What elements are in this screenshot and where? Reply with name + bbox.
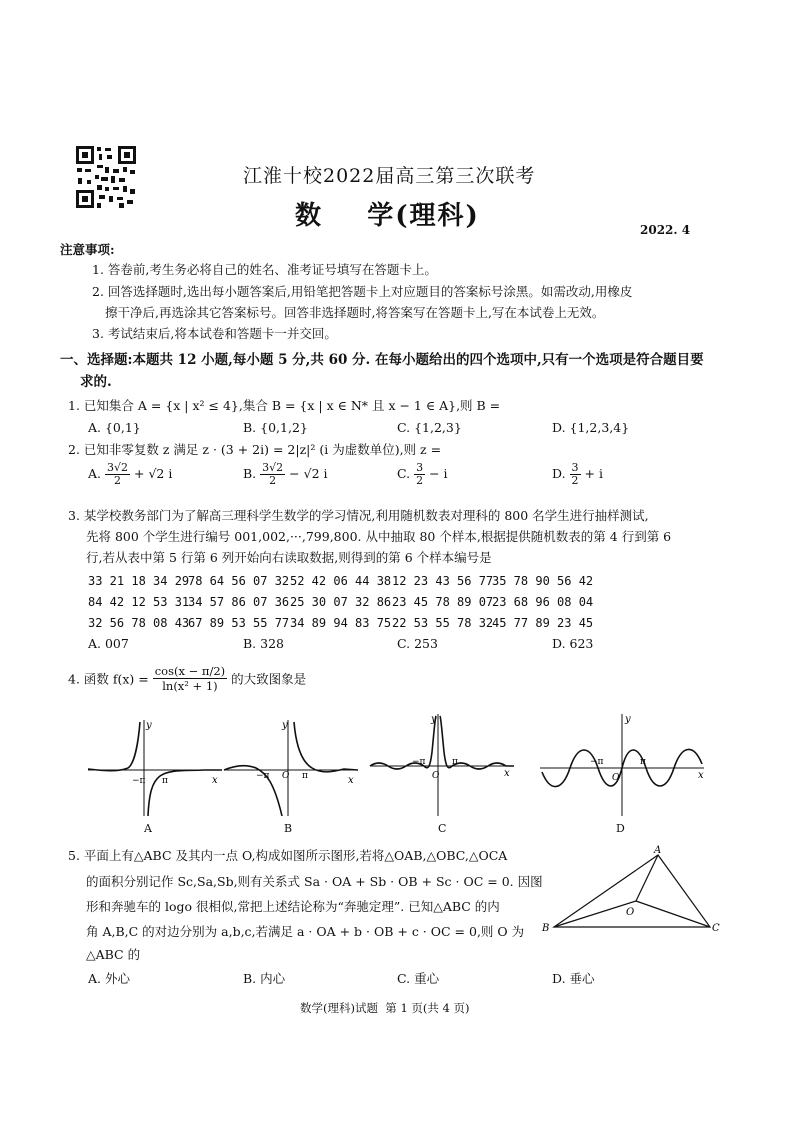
q5-option-d: D. 垂心 xyxy=(552,971,595,986)
vertex-b-label: B xyxy=(542,923,550,934)
random-table-cell: 35 78 90 56 42 xyxy=(492,574,594,588)
section-heading: 一、选择题:本题共 12 小题,每小题 5 分,共 60 分. 在每小题给出的四个选项中,只有一个选项是符合题目要 xyxy=(60,352,704,368)
vertex-c-label: C xyxy=(712,923,720,934)
random-table-cell: 45 77 89 23 45 xyxy=(492,616,594,630)
pi-label: π xyxy=(452,757,458,767)
point-o-label: O xyxy=(626,907,635,918)
notes-heading: 注意事项: xyxy=(60,242,115,257)
q5-line-2: 的面积分别记作 Sc,Sa,Sb,则有关系式 Sa · OA + Sb · OB + Sc · OC = 0. 因图 xyxy=(86,874,543,889)
vertex-a-label: A xyxy=(654,845,662,856)
random-table-cell: 32 56 78 08 43 xyxy=(88,616,190,630)
graph-a xyxy=(86,716,226,820)
q2-option-a: A. $\frac{3√2}{2}$ + √2 i xyxy=(88,461,173,487)
y-label: y xyxy=(146,720,152,731)
note-item-3: 3. 考试结束后,将本试卷和答题卡一并交回。 xyxy=(92,326,337,341)
pi-label: π xyxy=(640,757,646,767)
section-heading-cont: 求的. xyxy=(80,374,112,390)
random-table-cell: 23 68 96 08 04 xyxy=(492,595,594,609)
q4-stem: 4. 函数 f(x) = $\frac{\cos(x - \pi/2)}{\text{ln(x² + 1)}}$ 的大致图象是 xyxy=(68,664,307,693)
q1-option-b: B. {0,1,2} xyxy=(243,420,308,435)
pi-label: π xyxy=(162,776,168,786)
q3-option-c: C. 253 xyxy=(397,636,438,651)
q5-option-c: C. 重心 xyxy=(397,971,440,986)
random-table-cell: 52 42 06 44 38 xyxy=(290,574,392,588)
y-label: y xyxy=(625,714,631,725)
q2-stem: 2. 已知非零复数 z 满足 z · (3 + 2i) = 2|z|² (i 为虚数单位),则 z = xyxy=(68,442,442,457)
x-label: x xyxy=(504,768,510,779)
graph-c-label: C xyxy=(438,822,447,835)
graph-d-label: D xyxy=(616,822,625,835)
exam-date: 2022. 4 xyxy=(640,223,691,237)
random-table-cell: 84 42 12 53 31 xyxy=(88,595,190,609)
q3-line-3: 行,若从表中第 5 行第 6 列开始向右读取数据,则得到的第 6 个样本编号是 xyxy=(86,550,492,565)
note-item-1: 1. 答卷前,考生务必将自己的姓名、准考证号填写在答题卡上。 xyxy=(92,262,437,277)
q2-option-b: B. $\frac{3√2}{2}$ − √2 i xyxy=(243,461,328,487)
origin-label: O xyxy=(432,771,440,781)
q2-option-c: C. $\frac{3}{2}$ − i xyxy=(397,461,448,487)
pi-label: π xyxy=(302,771,308,781)
random-table-cell: 67 89 53 55 77 xyxy=(188,616,290,630)
q5-line-3: 形和奔驰车的 logo 很相似,常把上述结论称为“奔驰定理”. 已知△ABC 的内 xyxy=(86,899,500,914)
q3-line-1: 3. 某学校教务部门为了解高三理科学生数学的学习情况,利用随机数表对理科的 800 名学生进行抽样测试, xyxy=(68,508,649,523)
random-table-cell: 25 30 07 32 86 xyxy=(290,595,392,609)
x-label: x xyxy=(348,775,354,786)
q1-option-d: D. {1,2,3,4} xyxy=(552,420,630,435)
graph-d xyxy=(538,712,708,820)
neg-pi-label: −π xyxy=(132,776,146,786)
neg-pi-label: −π xyxy=(590,757,604,767)
q3-option-b: B. 328 xyxy=(243,636,284,651)
random-table-cell: 22 53 55 78 32 xyxy=(392,616,494,630)
random-table-cell: 23 45 78 89 07 xyxy=(392,595,494,609)
graph-b-label: B xyxy=(284,822,293,835)
graph-c xyxy=(368,712,518,820)
x-label: x xyxy=(212,775,218,786)
random-table-cell: 34 89 94 83 75 xyxy=(290,616,392,630)
q5-option-b: B. 内心 xyxy=(243,971,286,986)
q5-line-1: 5. 平面上有△ABC 及其内一点 O,构成如图所示图形,若将△OAB,△OBC,△OCA xyxy=(68,848,508,863)
q3-option-d: D. 623 xyxy=(552,636,594,651)
neg-pi-label: −π xyxy=(412,757,426,767)
y-label: y xyxy=(431,714,437,725)
q5-line-5: △ABC 的 xyxy=(86,947,141,962)
q1-option-c: C. {1,2,3} xyxy=(397,420,462,435)
random-table-cell: 78 64 56 07 32 xyxy=(188,574,290,588)
origin-label: O xyxy=(612,773,620,783)
random-table-cell: 12 23 43 56 77 xyxy=(392,574,494,588)
random-table-cell: 34 57 86 07 36 xyxy=(188,595,290,609)
graph-b xyxy=(222,716,362,820)
page-footer: 数学(理科)试题 第 1 页(共 4 页) xyxy=(300,1001,470,1015)
q1-stem: 1. 已知集合 A = {x | x² ≤ 4},集合 B = {x | x ∈ N* 且 x − 1 ∈ A},则 B = xyxy=(68,398,501,413)
x-label: x xyxy=(698,770,704,781)
exam-title: 江淮十校2022届高三第三次联考 xyxy=(243,165,536,187)
note-item-2-cont: 擦干净后,再选涂其它答案标号。回答非选择题时,将答案写在答题卡上,写在本试卷上无效。 xyxy=(105,305,605,320)
note-item-2: 2. 回答选择题时,选出每小题答案后,用铅笔把答题卡上对应题目的答案标号涂黑。如需改动,用橡皮 xyxy=(92,284,633,299)
y-label: y xyxy=(282,720,288,731)
q2-option-d: D. $\frac{3}{2}$ + i xyxy=(552,461,603,487)
q1-option-a: A. {0,1} xyxy=(88,420,141,435)
q5-option-a: A. 外心 xyxy=(88,971,130,986)
subject-title: 数 学(理科) xyxy=(295,201,480,231)
neg-pi-label: −π xyxy=(256,771,270,781)
q3-option-a: A. 007 xyxy=(88,636,129,651)
q3-line-2: 先将 800 个学生进行编号 001,002,···,799,800. 从中抽取 80 个样本,根据提供随机数表的第 4 行到第 6 xyxy=(86,529,672,544)
random-table-cell: 33 21 18 34 29 xyxy=(88,574,190,588)
qr-code xyxy=(75,145,137,209)
q5-line-4: 角 A,B,C 的对边分别为 a,b,c,若满足 a · OA + b · OB + c · OC = 0,则 O 为 xyxy=(86,924,525,939)
origin-label: O xyxy=(282,771,290,781)
graph-a-label: A xyxy=(144,822,152,835)
triangle-figure xyxy=(540,845,725,937)
